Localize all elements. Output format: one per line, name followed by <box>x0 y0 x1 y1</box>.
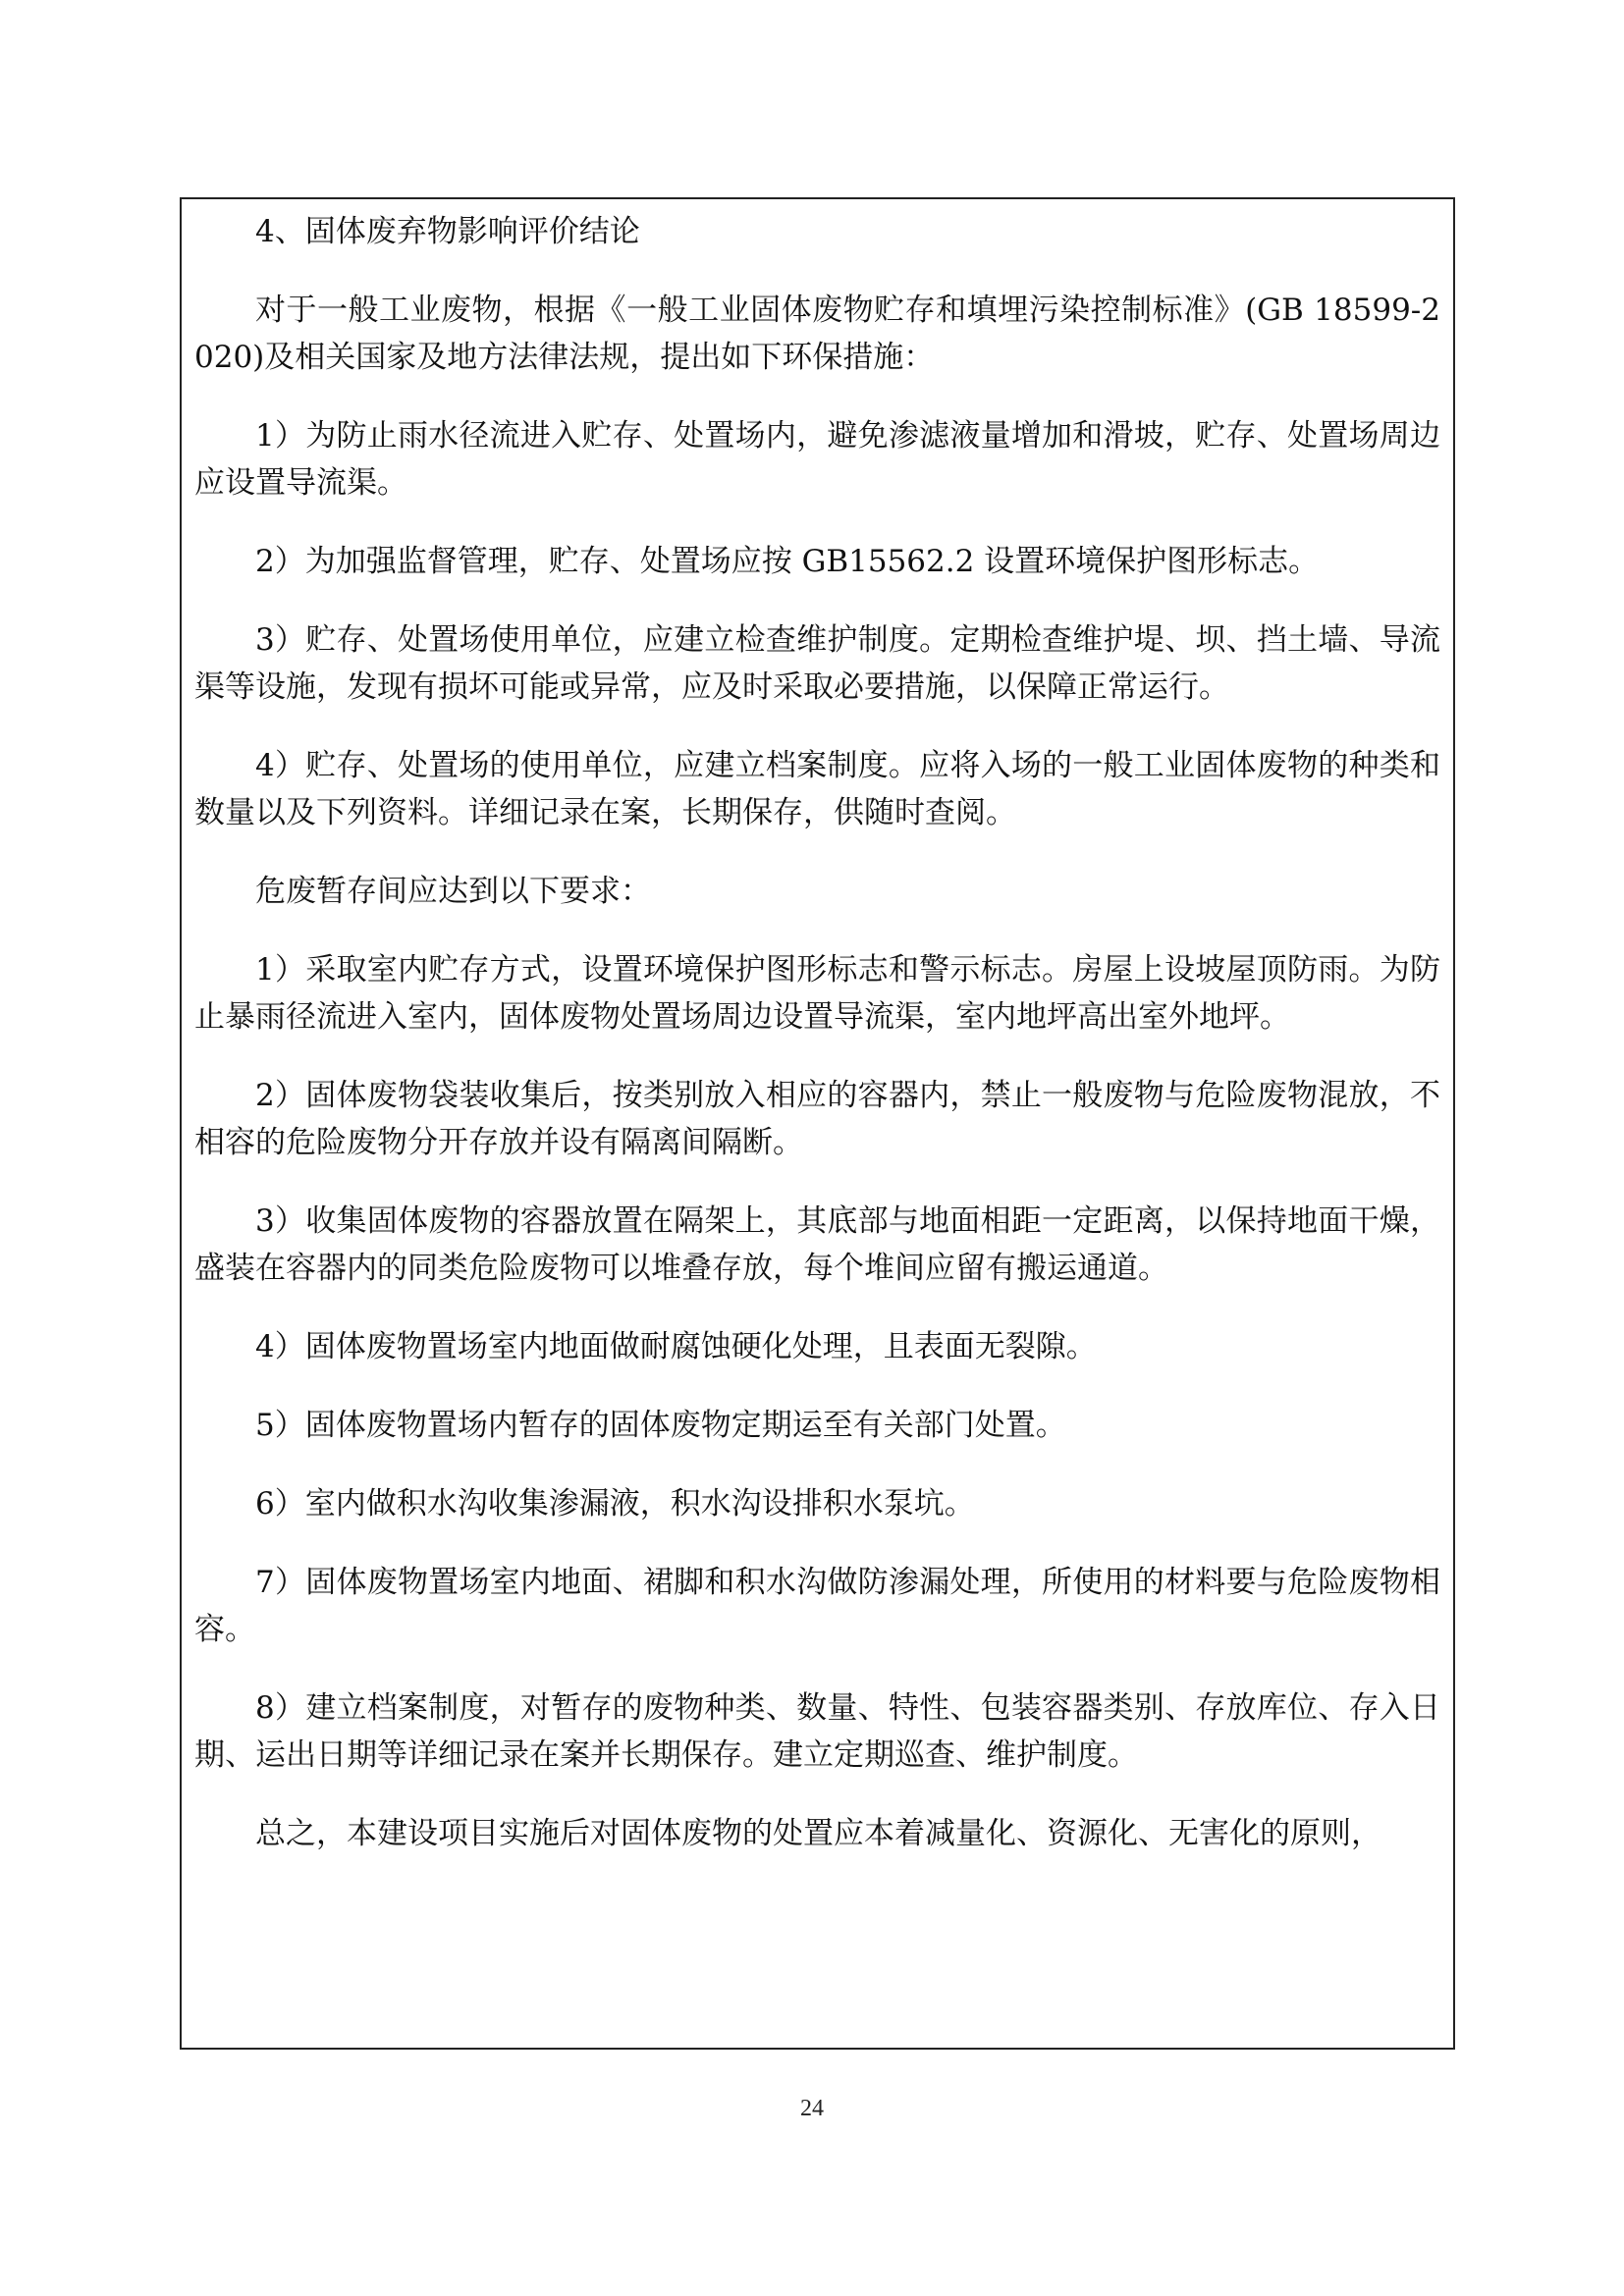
paragraph-hazardous-5: 5）固体废物置场内暂存的固体废物定期运至有关部门处置。 <box>255 1408 1066 1443</box>
paragraph-measure-3: 3）贮存、处置场使用单位，应建立检查维护制度。定期检查维护堤、坝、挡土墙、导流渠等设施，发现有损坏可能或异常，应及时采取必要措施，以保障正常运行。 <box>194 622 1440 705</box>
paragraph-measure-1: 1）为防止雨水径流进入贮存、处置场内，避免渗滤液量增加和滑坡，贮存、处置场周边应设置导流渠。 <box>194 418 1440 501</box>
paragraph-summary: 总之，本建设项目实施后对固体废物的处置应本着减量化、资源化、无害化的原则， <box>255 1816 1381 1851</box>
paragraph-hazardous-intro: 危废暂存间应达到以下要求： <box>255 874 651 909</box>
paragraph-hazardous-3: 3）收集固体废物的容器放置在隔架上，其底部与地面相距一定距离，以保持地面干燥，盛装在容器内的同类危险废物可以堆叠存放，每个堆间应留有搬运通道。 <box>194 1203 1440 1286</box>
paragraph-hazardous-4: 4）固体废物置场室内地面做耐腐蚀硬化处理，且表面无裂隙。 <box>255 1329 1097 1364</box>
paragraph-hazardous-1: 1）采取室内贮存方式，设置环境保护图形标志和警示标志。房屋上设坡屋顶防雨。为防止暴雨径流进入室内，固体废物处置场周边设置导流渠，室内地坪高出室外地坪。 <box>194 952 1440 1035</box>
page-number: 24 <box>800 2096 824 2121</box>
content-body <box>194 208 1440 1889</box>
paragraph-hazardous-2: 2）固体废物袋装收集后，按类别放入相应的容器内，禁止一般废物与危险废物混放，不相容的危险废物分开存放并设有隔离间隔断。 <box>194 1078 1440 1160</box>
paragraph-measure-2: 2）为加强监督管理，贮存、处置场应按 GB15562.2 设置环境保护图形标志。 <box>255 544 1320 579</box>
paragraph-general-waste-intro: 对于一般工业废物，根据《一般工业固体废物贮存和填埋污染控制标准》(GB 18599-2020)及相关国家及地方法律法规，提出如下环保措施： <box>194 293 1440 375</box>
paragraph-measure-4: 4）贮存、处置场的使用单位，应建立档案制度。应将入场的一般工业固体废物的种类和数量以及下列资料。详细记录在案，长期保存，供随时查阅。 <box>194 748 1440 830</box>
content-table-frame <box>180 197 1455 2050</box>
paragraph-hazardous-7: 7）固体废物置场室内地面、裙脚和积水沟做防渗漏处理，所使用的材料要与危险废物相容。 <box>194 1565 1440 1647</box>
paragraph-hazardous-8: 8）建立档案制度，对暂存的废物种类、数量、特性、包装容器类别、存放库位、存入日期、运出日期等详细记录在案并长期保存。建立定期巡查、维护制度。 <box>194 1690 1440 1773</box>
section-heading: 4、固体废弃物影响评价结论 <box>255 214 640 249</box>
paragraph-hazardous-6: 6）室内做积水沟收集渗漏液，积水沟设排积水泵坑。 <box>255 1486 975 1522</box>
